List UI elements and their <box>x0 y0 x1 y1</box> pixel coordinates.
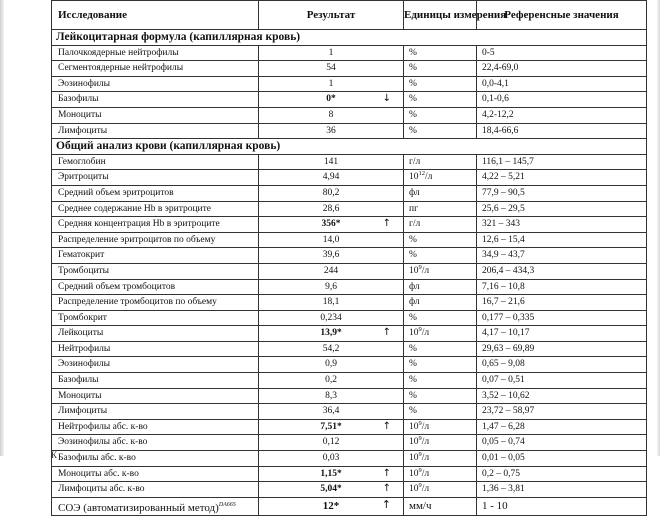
result-value <box>325 373 337 388</box>
result-cell <box>259 279 404 295</box>
table-row <box>52 170 647 186</box>
result-number: 36,4 <box>322 406 340 417</box>
result-value <box>323 233 340 248</box>
unit-suffix: /л <box>421 265 430 276</box>
reference-range: 0,01 – 0,05 <box>477 451 647 467</box>
result-cell <box>259 248 404 264</box>
test-name: Распределение тромбоцитов по объему <box>52 295 259 311</box>
unit-base: % <box>409 250 417 261</box>
result-number: 5,04 <box>320 484 337 495</box>
result-cell <box>259 92 404 108</box>
unit-base: % <box>409 94 417 105</box>
result-cell <box>259 357 404 373</box>
reference-range: 23,72 – 58,97 <box>477 404 647 420</box>
result-flag: * <box>331 94 336 105</box>
section-title: Лейкоцитарная формула (капиллярная кровь) <box>52 30 647 46</box>
reference-range: 77,9 – 90,5 <box>477 185 647 201</box>
result-value <box>323 342 340 357</box>
result-number: 18,1 <box>322 297 340 308</box>
test-name: Тромбокрит <box>52 310 259 326</box>
table-row-esr <box>52 497 647 516</box>
test-name: Гемоглобин <box>52 154 259 170</box>
section-row <box>52 30 647 46</box>
result-number: 0,234 <box>320 312 342 323</box>
reference-range: 0,1-0,6 <box>477 92 647 108</box>
result-value <box>320 311 341 326</box>
result-cell <box>259 419 404 435</box>
result-value <box>329 46 334 61</box>
unit-cell <box>404 45 477 61</box>
test-name: Гематокрит <box>52 248 259 264</box>
unit-base: 10 <box>409 265 419 276</box>
unit-cell <box>404 76 477 92</box>
table-row <box>52 107 647 123</box>
result-number: 244 <box>323 265 339 276</box>
result-value <box>323 170 340 185</box>
result-value <box>323 202 340 217</box>
esr-name: СОЭ (автоматизированный метод) <box>58 501 219 514</box>
unit-base: % <box>409 78 417 89</box>
result-value <box>325 280 337 295</box>
result-cell <box>259 295 404 311</box>
results-table <box>51 0 647 516</box>
unit-suffix: /л <box>421 484 430 495</box>
unit-base: 10 <box>409 437 419 448</box>
result-number: 8,3 <box>325 390 337 401</box>
unit-suffix: /л <box>421 328 430 339</box>
unit-base: % <box>409 312 417 323</box>
unit-cell <box>404 123 477 139</box>
result-cell <box>259 310 404 326</box>
result-number: 12 <box>322 500 334 513</box>
unit-base: г/л <box>409 219 421 230</box>
result-value <box>323 435 340 450</box>
result-number: 4,94 <box>322 172 340 183</box>
reference-range: 0,07 – 0,51 <box>477 373 647 389</box>
table-row <box>52 326 647 342</box>
test-name: Моноциты <box>52 107 259 123</box>
test-name: Моноциты <box>52 388 259 404</box>
unit-exponent: 9 <box>418 419 422 427</box>
unit-cell <box>404 326 477 342</box>
reference-range: 12,6 – 15,4 <box>477 232 647 248</box>
test-name <box>52 497 259 516</box>
result-cell <box>259 201 404 217</box>
table-row <box>52 45 647 61</box>
table-row <box>52 482 647 498</box>
unit-base: % <box>409 375 417 386</box>
unit-cell <box>404 482 477 498</box>
unit-cell <box>404 388 477 404</box>
unit-base: фл <box>409 187 420 198</box>
unit-cell <box>404 170 477 186</box>
table-row <box>52 435 647 451</box>
test-name: Эозинофилы <box>52 357 259 373</box>
test-name: Средняя концентрация Hb в эритроците <box>52 217 259 233</box>
reference-range: 0-5 <box>477 45 647 61</box>
result-number: 9,6 <box>325 281 337 292</box>
unit-cell <box>404 435 477 451</box>
test-name: Нейтрофилы абс. к-во <box>52 419 259 435</box>
reference-range: 1,47 – 6,28 <box>477 419 647 435</box>
reference-range: 0,05 – 0,74 <box>477 435 647 451</box>
result-cell <box>259 341 404 357</box>
result-number: 0,12 <box>322 437 340 448</box>
result-flag: * <box>336 468 342 479</box>
test-name: Эозинофилы <box>52 76 259 92</box>
table-row <box>52 373 647 389</box>
unit-suffix: /л <box>421 437 430 448</box>
reference-range: 22,4-69,0 <box>477 61 647 77</box>
test-name: Средний объем тромбоцитов <box>52 279 259 295</box>
result-number: 1 <box>328 47 334 58</box>
unit-suffix: /л <box>425 172 433 183</box>
table-row <box>52 217 647 233</box>
unit-exponent: 9 <box>418 451 422 459</box>
result-value <box>326 61 336 76</box>
table-row <box>52 61 647 77</box>
result-value <box>323 499 340 514</box>
unit-base: пг <box>409 203 418 214</box>
result-flag: * <box>336 328 342 339</box>
unit-cell <box>404 154 477 170</box>
reference-range: 321 – 343 <box>477 217 647 233</box>
unit-base: фл <box>409 281 420 292</box>
unit-base: % <box>409 359 417 370</box>
unit-base: % <box>409 63 417 74</box>
result-number: 0,9 <box>325 359 337 370</box>
unit-cell <box>404 451 477 467</box>
result-number: 13,9 <box>320 328 337 339</box>
result-number: 54 <box>326 63 336 74</box>
result-value <box>323 186 340 201</box>
arrow-up-icon: ↑ <box>382 218 391 230</box>
unit-cell <box>404 466 477 482</box>
unit-cell <box>404 341 477 357</box>
result-number: 80,2 <box>322 187 340 198</box>
reference-range: 7,16 – 10,8 <box>477 279 647 295</box>
table-row <box>52 154 647 170</box>
method-code: DA66S <box>218 501 236 508</box>
table-body <box>52 30 647 516</box>
result-value <box>320 326 341 341</box>
header-units: Единицы измерения <box>404 1 477 30</box>
unit-base: % <box>409 234 417 245</box>
result-number: 36 <box>326 125 336 136</box>
arrow-up-icon: ↑ <box>381 497 391 511</box>
table-row <box>52 263 647 279</box>
result-flag: * <box>335 219 341 230</box>
result-cell <box>259 497 404 516</box>
unit-cell <box>404 404 477 420</box>
result-value <box>325 389 337 404</box>
result-flag: * <box>336 421 342 432</box>
result-cell <box>259 435 404 451</box>
result-value <box>320 420 341 435</box>
table-row <box>52 279 647 295</box>
unit-cell <box>404 232 477 248</box>
result-cell <box>259 232 404 248</box>
result-cell <box>259 123 404 139</box>
table-header-row <box>52 1 647 30</box>
unit-exponent: 9 <box>418 435 422 443</box>
reference-range: 0,0-4,1 <box>477 76 647 92</box>
result-cell <box>259 451 404 467</box>
table-row <box>52 404 647 420</box>
result-cell <box>259 388 404 404</box>
reference-range: 4,2-12,2 <box>477 107 647 123</box>
test-name: Лимфоциты <box>52 123 259 139</box>
test-name: Лимфоциты абс. к-во <box>52 482 259 498</box>
unit-base: 10 <box>409 468 419 479</box>
result-cell <box>259 263 404 279</box>
test-name: Моноциты абс. к-во <box>52 466 259 482</box>
result-value <box>323 295 340 310</box>
result-value <box>324 155 338 170</box>
result-cell <box>259 45 404 61</box>
unit-cell <box>404 263 477 279</box>
unit-cell <box>404 419 477 435</box>
reference-range: 0,2 – 0,75 <box>477 466 647 482</box>
result-cell <box>259 185 404 201</box>
unit-base: % <box>409 109 417 120</box>
unit-base: % <box>409 406 417 417</box>
footnote: К <box>51 450 58 460</box>
test-name: Лимфоциты <box>52 404 259 420</box>
section-title: Общий анализ крови (капиллярная кровь) <box>52 139 647 155</box>
header-test: Исследование <box>52 1 259 30</box>
result-cell <box>259 217 404 233</box>
unit-base: 10 <box>409 484 419 495</box>
result-number: 54,2 <box>322 343 340 354</box>
result-number: 0 <box>326 94 331 105</box>
unit-cell <box>404 92 477 108</box>
table-row <box>52 201 647 217</box>
table-row <box>52 295 647 311</box>
test-name: Средний объем эритроцитов <box>52 185 259 201</box>
reference-range: 3,52 – 10,62 <box>477 388 647 404</box>
result-cell <box>259 170 404 186</box>
result-number: 14,0 <box>322 234 340 245</box>
test-name: Базофилы <box>52 92 259 108</box>
reference-range: 25,6 – 29,5 <box>477 201 647 217</box>
test-name: Базофилы абс. к-во <box>52 451 259 467</box>
result-cell <box>259 154 404 170</box>
unit-base: % <box>409 390 417 401</box>
reference-range: 1 - 10 <box>477 497 647 516</box>
unit-cell <box>404 107 477 123</box>
result-number: 0,03 <box>322 453 340 464</box>
table-row <box>52 248 647 264</box>
result-value <box>329 77 334 92</box>
result-value <box>329 108 334 123</box>
unit-cell <box>404 61 477 77</box>
unit-cell <box>404 248 477 264</box>
unit-base: 10 <box>409 421 419 432</box>
reference-range: 18,4-66,6 <box>477 123 647 139</box>
result-value <box>322 217 341 232</box>
unit-cell <box>404 295 477 311</box>
test-name: Эритроциты <box>52 170 259 186</box>
reference-range: 29,63 – 69,89 <box>477 341 647 357</box>
result-value <box>323 404 340 419</box>
unit-cell: мм/ч <box>404 497 477 516</box>
result-value <box>320 482 341 497</box>
test-name: Нейтрофилы <box>52 341 259 357</box>
table-row <box>52 388 647 404</box>
result-value <box>326 124 336 139</box>
page-edge-left <box>0 0 4 456</box>
header-reference: Референсные значения <box>477 1 647 30</box>
unit-suffix: /л <box>421 421 430 432</box>
result-flag: * <box>336 484 342 495</box>
reference-range: 34,9 – 43,7 <box>477 248 647 264</box>
unit-exponent: 12 <box>418 170 425 178</box>
arrow-up-icon: ↑ <box>382 467 391 479</box>
unit-base: % <box>409 343 417 354</box>
result-cell <box>259 482 404 498</box>
table-row <box>52 357 647 373</box>
reference-range: 4,22 – 5,21 <box>477 170 647 186</box>
result-cell <box>259 107 404 123</box>
table-row <box>52 76 647 92</box>
unit-exponent: 9 <box>418 466 422 474</box>
reference-range: 206,4 – 434,3 <box>477 263 647 279</box>
result-number: 356 <box>321 219 336 230</box>
unit-suffix: /л <box>421 453 430 464</box>
table-row <box>52 123 647 139</box>
reference-range: 0,65 – 9,08 <box>477 357 647 373</box>
reference-range: 0,177 – 0,335 <box>477 310 647 326</box>
table-row <box>52 419 647 435</box>
test-name: Эозинофилы абс. к-во <box>52 435 259 451</box>
result-cell <box>259 61 404 77</box>
test-name: Сегментоядерные нейтрофилы <box>52 61 259 77</box>
result-value <box>320 467 341 482</box>
arrow-up-icon: ↑ <box>382 327 391 339</box>
result-number: 0,2 <box>325 375 337 386</box>
unit-cell <box>404 279 477 295</box>
unit-cell <box>404 310 477 326</box>
test-name: Лейкоциты <box>52 326 259 342</box>
unit-base: фл <box>409 297 420 308</box>
unit-exponent: 9 <box>418 326 422 334</box>
arrow-up-icon: ↑ <box>382 420 391 432</box>
reference-range: 16,7 – 21,6 <box>477 295 647 311</box>
test-name: Среднее содержание Hb в эритроците <box>52 201 259 217</box>
table-row <box>52 310 647 326</box>
reference-range: 116,1 – 145,7 <box>477 154 647 170</box>
unit-base: г/л <box>409 156 421 167</box>
table-row <box>52 185 647 201</box>
unit-cell <box>404 217 477 233</box>
unit-exponent: 9 <box>418 263 422 271</box>
unit-exponent: 9 <box>418 482 422 490</box>
table-row <box>52 232 647 248</box>
result-value <box>326 92 336 107</box>
arrow-up-icon: ↑ <box>382 483 391 495</box>
table-row <box>52 341 647 357</box>
reference-range: 4,17 – 10,17 <box>477 326 647 342</box>
unit-cell <box>404 357 477 373</box>
result-number: 28,6 <box>322 203 340 214</box>
unit-suffix: /л <box>421 468 430 479</box>
result-number: 7,51 <box>320 421 337 432</box>
result-cell <box>259 76 404 92</box>
unit-base: % <box>409 125 417 136</box>
unit-base: 10 <box>409 453 419 464</box>
result-value <box>323 451 340 466</box>
test-name: Тромбоциты <box>52 263 259 279</box>
result-cell <box>259 373 404 389</box>
test-name: Распределение эритроцитов по объему <box>52 232 259 248</box>
table-row <box>52 92 647 108</box>
result-number: 39,6 <box>322 250 340 261</box>
result-value <box>325 357 337 372</box>
unit-base: % <box>409 47 417 58</box>
reference-range: 1,36 – 3,81 <box>477 482 647 498</box>
test-name: Базофилы <box>52 373 259 389</box>
result-value <box>323 248 340 263</box>
unit-cell <box>404 373 477 389</box>
result-cell <box>259 466 404 482</box>
result-number: 8 <box>328 109 334 120</box>
unit-cell <box>404 201 477 217</box>
test-name: Палочкоядерные нейтрофилы <box>52 45 259 61</box>
unit-cell <box>404 185 477 201</box>
result-number: 1,15 <box>320 468 337 479</box>
table-row <box>52 451 647 467</box>
section-row <box>52 139 647 155</box>
result-number: 1 <box>328 78 334 89</box>
result-flag: * <box>333 500 340 513</box>
result-number: 141 <box>323 156 339 167</box>
header-result: Результат <box>259 1 404 30</box>
arrow-down-icon: ↓ <box>382 93 391 105</box>
result-cell <box>259 326 404 342</box>
unit-base: 10 <box>409 172 419 183</box>
table-row <box>52 466 647 482</box>
unit-base: 10 <box>409 328 419 339</box>
result-cell <box>259 404 404 420</box>
result-value <box>324 264 338 279</box>
